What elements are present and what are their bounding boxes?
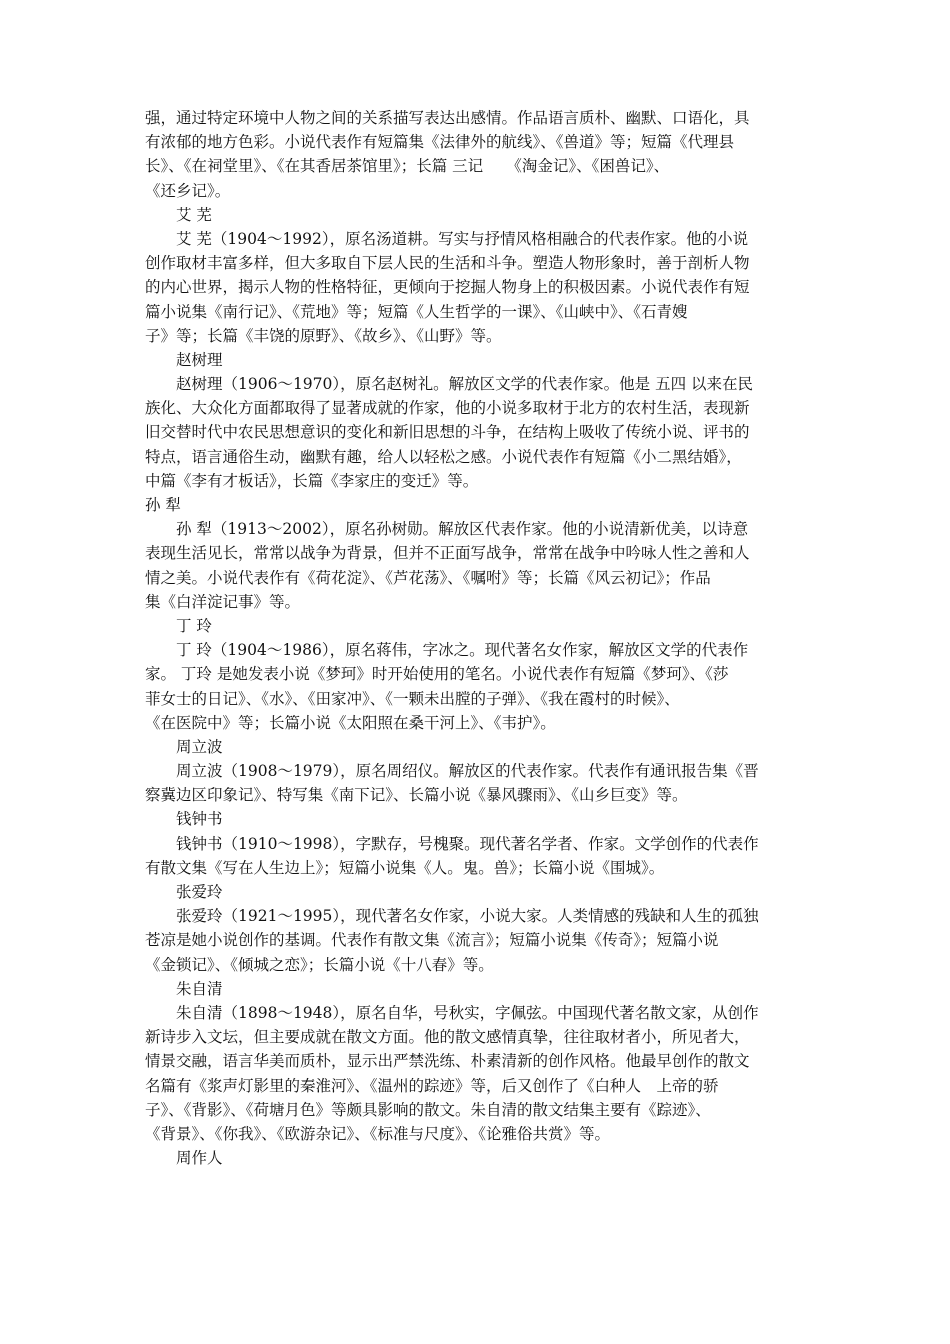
section-heading: 孙 犁 <box>145 496 181 514</box>
text-line: 丁 玲（1904～1986），原名蒋伟，字冰之。现代著名女作家，解放区文学的代表作 <box>176 641 749 660</box>
text-line: 《在医院中》等；长篇小说《太阳照在桑干河上》、《韦护》。 <box>145 713 556 732</box>
text-line: 察冀边区印象记》、特写集《南下记》、长篇小说《暴风骤雨》、《山乡巨变》等。 <box>145 786 688 805</box>
text-line: 特点，语言通俗生动，幽默有趣，给人以轻松之感。小说代表作有短篇《小二黑结婚》， <box>145 447 742 466</box>
text-line: 族化、大众化方面都取得了显著成就的作家，他的小说多取材于北方的农村生活，表现新 <box>145 399 750 418</box>
text-line: 苍凉是她小说创作的基调。代表作有散文集《流言》；短篇小说集《传奇》；短篇小说 <box>145 931 719 950</box>
text-line: 《背景》、《你我》、《欧游杂记》、《标准与尺度》、《论雅俗共赏》等。 <box>145 1124 611 1143</box>
section-heading: 艾 芜 <box>176 205 212 224</box>
text-line: 家。 丁玲 是她发表小说《梦珂》时开始使用的笔名。小说代表作有短篇《梦珂》、《莎 <box>145 665 729 684</box>
text-line: 有浓郁的地方色彩。小说代表作有短篇集《法律外的航线》、《兽道》等；短篇《代理县 <box>145 133 735 152</box>
text-line: 名篇有《浆声灯影里的秦淮河》、《温州的踪迹》等，后又创作了《白种人 上帝的骄 <box>145 1076 719 1095</box>
text-line: 中篇《李有才板话》，长篇《李家庄的变迁》等。 <box>145 471 479 490</box>
section-heading: 丁 玲 <box>176 616 212 635</box>
section-heading: 朱自清 <box>176 979 223 998</box>
text-line: 朱自清（1898～1948），原名自华，号秋实，字佩弦。中国现代著名散文家，从创作 <box>176 1003 759 1022</box>
text-line: 表现生活见长，常常以战争为背景，但并不正面写战争，常常在战争中吟咏人性之善和人 <box>145 544 750 563</box>
section-heading: 周立波 <box>176 737 223 756</box>
text-line: 《还乡记》。 <box>145 181 231 200</box>
text-line: 《金锁记》、《倾城之恋》；长篇小说《十八春》等。 <box>145 955 494 974</box>
text-line: 周立波（1908～1979），原名周绍仪。解放区的代表作家。代表作有通讯报告集《晋 <box>176 762 759 781</box>
section-heading: 赵树理 <box>176 350 223 369</box>
text-line: 子》、《背影》、《荷塘月色》等颇具影响的散文。朱自清的散文结集主要有《踪迹》、 <box>145 1100 711 1119</box>
text-line: 情之美。小说代表作有《荷花淀》、《芦花荡》、《嘱咐》等；长篇《风云初记》；作品 <box>145 568 711 587</box>
section-heading: 钱钟书 <box>176 810 223 829</box>
text-line: 艾 芜（1904～1992），原名汤道耕。写实与抒情风格相融合的代表作家。他的小说 <box>176 229 749 248</box>
text-line: 有散文集《写在人生边上》；短篇小说集《人。鬼。兽》；长篇小说《围城》。 <box>145 858 665 877</box>
document-body <box>145 106 807 1170</box>
text-line: 新诗步入文坛，但主要成就在散文方面。他的散文感情真挚，往往取材者小，所见者大， <box>145 1028 750 1047</box>
text-line: 的内心世界，揭示人物的性格特征，更倾向于挖掘人物身上的积极因素。小说代表作有短 <box>145 278 750 297</box>
text-line: 集《白洋淀记事》等。 <box>145 592 301 611</box>
section-heading: 张爱玲 <box>176 883 223 901</box>
text-line: 孙 犁（1913～2002），原名孙树勋。解放区代表作家。他的小说清新优美，以诗意 <box>176 520 749 539</box>
text-line: 张爱玲（1921～1995），现代著名女作家，小说大家。人类情感的残缺和人生的孤独 <box>176 907 759 926</box>
text-line: 长》、《在祠堂里》、《在其香居茶馆里》；长篇 三记 《淘金记》、《困兽记》、 <box>145 157 670 176</box>
text-line: 篇小说集《南行记》、《荒地》等；短篇《人生哲学的一课》、《山峡中》、《石青嫂 <box>145 302 688 321</box>
text-line: 钱钟书（1910～1998），字默存，号槐聚。现代著名学者、作家。文学创作的代表作 <box>176 834 759 853</box>
text-line: 赵树理（1906～1970），原名赵树礼。解放区文学的代表作家。他是 五四 以来在民 <box>176 375 753 394</box>
text-line: 情景交融，语言华美而质朴，显示出严禁洗练、朴素清新的创作风格。他最早创作的散文 <box>145 1052 750 1071</box>
text-line: 菲女士的日记》、《水》、《田家冲》、《一颗未出膛的子弹》、《我在霞村的时候》、 <box>145 689 680 708</box>
text-line: 旧交替时代中农民思想意识的变化和新旧思想的斗争，在结构上吸收了传统小说、评书的 <box>145 423 750 442</box>
section-heading: 周作人 <box>176 1149 223 1168</box>
text-line: 子》等；长篇《丰饶的原野》、《故乡》、《山野》等。 <box>145 326 502 345</box>
text-line: 创作取材丰富多样，但大多取自下层人民的生活和斗争。塑造人物形象时，善于剖析人物 <box>145 254 750 273</box>
text-line: 强，通过特定环境中人物之间的关系描写表达出感情。作品语言质朴、幽默、口语化，具 <box>145 109 750 127</box>
